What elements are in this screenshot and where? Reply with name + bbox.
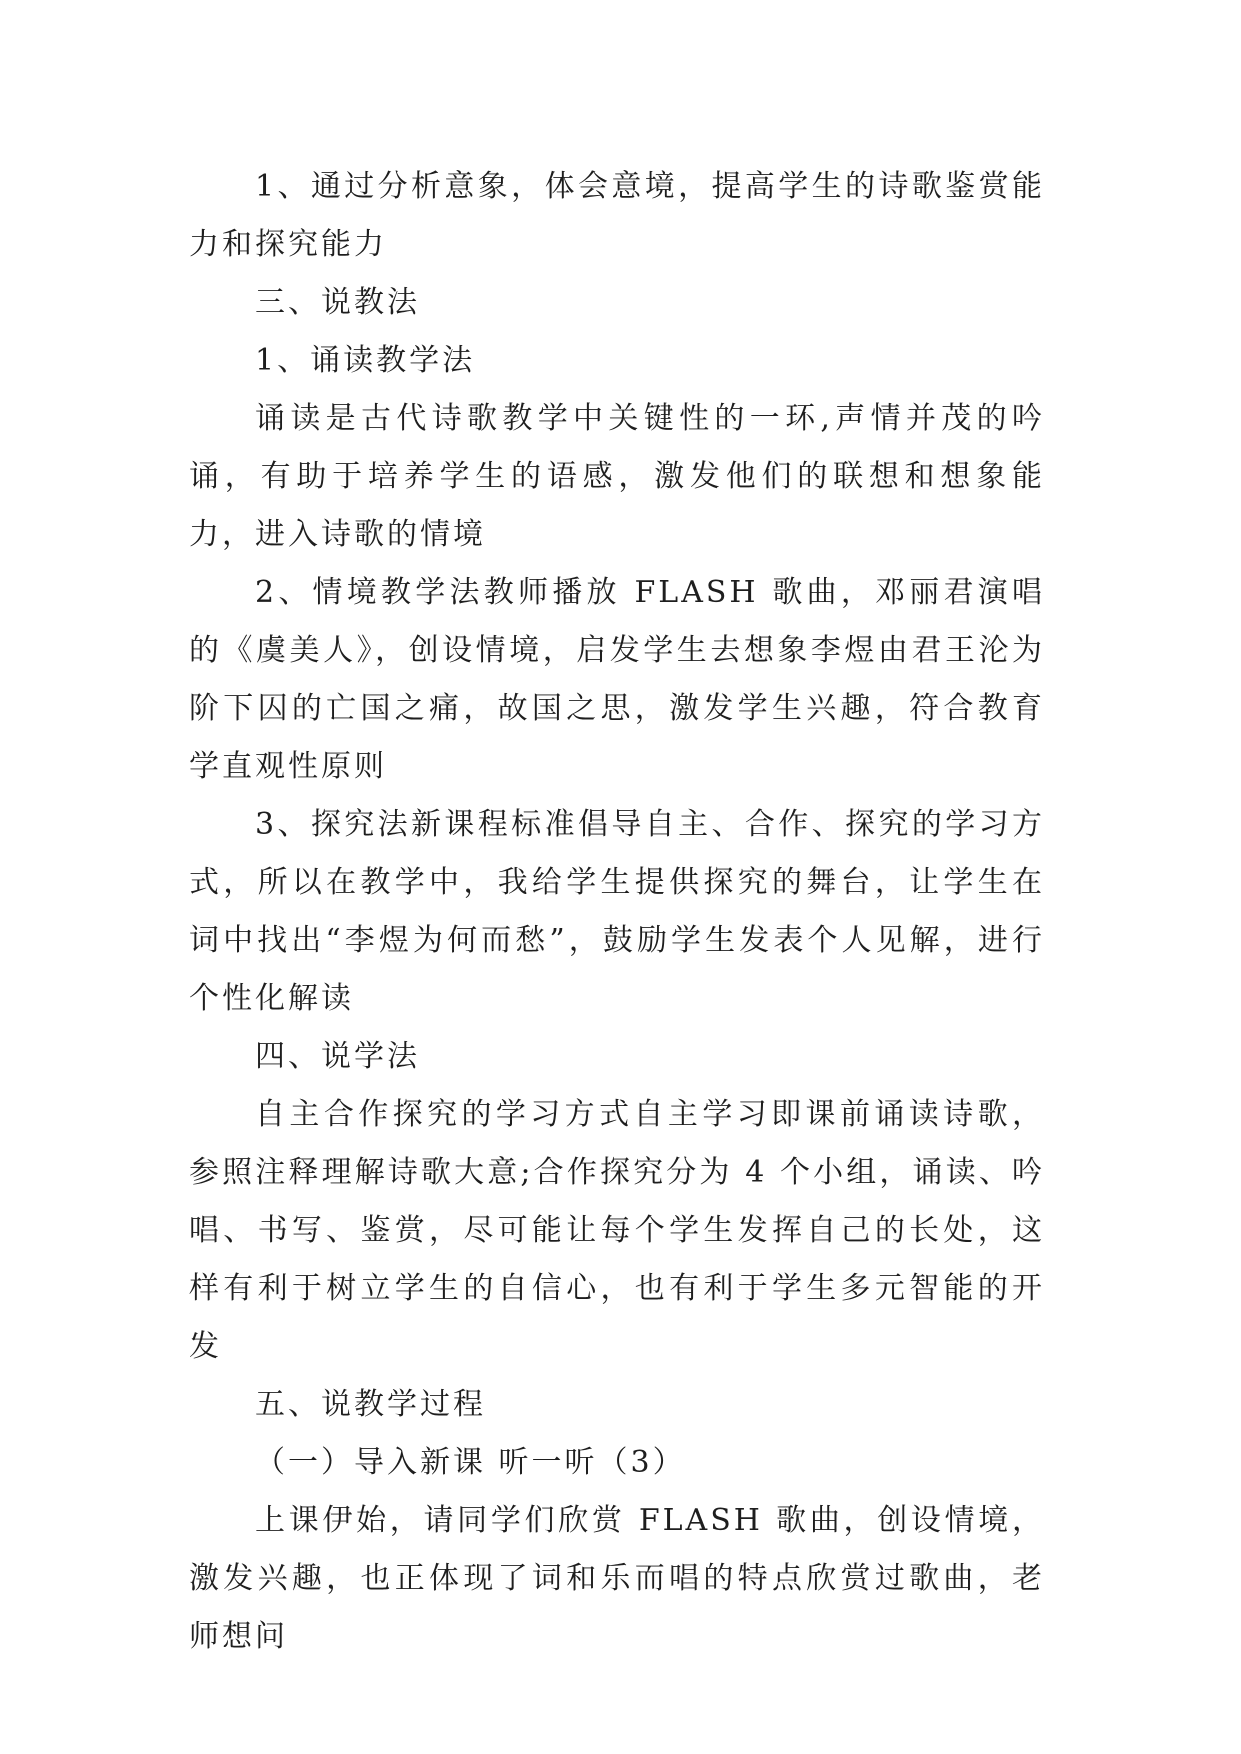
section-heading-teaching-methods: 三、说教法 bbox=[255, 285, 420, 320]
subheading-introduction: （一）导入新课 听一听（3） bbox=[255, 1445, 686, 1480]
document-page bbox=[189, 158, 1045, 1666]
objective-paragraph: 1、通过分析意象，体会意境，提高学生的诗歌鉴赏能力和探究能力 bbox=[189, 169, 1045, 262]
situational-method-paragraph: 2、情境教学法教师播放 FLASH 歌曲，邓丽君演唱的《虞美人》，创设情境，启发学生去想象李煜由君王沦为阶下囚的亡国之痛，故国之思，激发学生兴趣，符合教育学直观性原则 bbox=[189, 575, 1045, 784]
section-heading-learning-methods: 四、说学法 bbox=[255, 1039, 420, 1074]
subheading-recitation-method: 1、诵读教学法 bbox=[255, 343, 476, 378]
inquiry-method-paragraph: 3、探究法新课程标准倡导自主、合作、探究的学习方式，所以在教学中，我给学生提供探究的舞台，让学生在词中找出“李煜为何而愁”，鼓励学生发表个人见解，进行个性化解读 bbox=[189, 807, 1045, 1016]
section-heading-teaching-process: 五、说教学过程 bbox=[255, 1387, 486, 1422]
recitation-paragraph: 诵读是古代诗歌教学中关键性的一环,声情并茂的吟诵，有助于培养学生的语感，激发他们的联想和想象能力，进入诗歌的情境 bbox=[189, 401, 1045, 552]
introduction-paragraph: 上课伊始，请同学们欣赏 FLASH 歌曲，创设情境，激发兴趣，也正体现了词和乐而唱的特点欣赏过歌曲，老师想问 bbox=[189, 1503, 1045, 1654]
learning-methods-paragraph: 自主合作探究的学习方式自主学习即课前诵读诗歌，参照注释理解诗歌大意;合作探究分为 4 个小组，诵读、吟唱、书写、鉴赏，尽可能让每个学生发挥自己的长处，这样有利于树立学生的自信心，也有利于学生多元智能的开发 bbox=[189, 1097, 1045, 1364]
